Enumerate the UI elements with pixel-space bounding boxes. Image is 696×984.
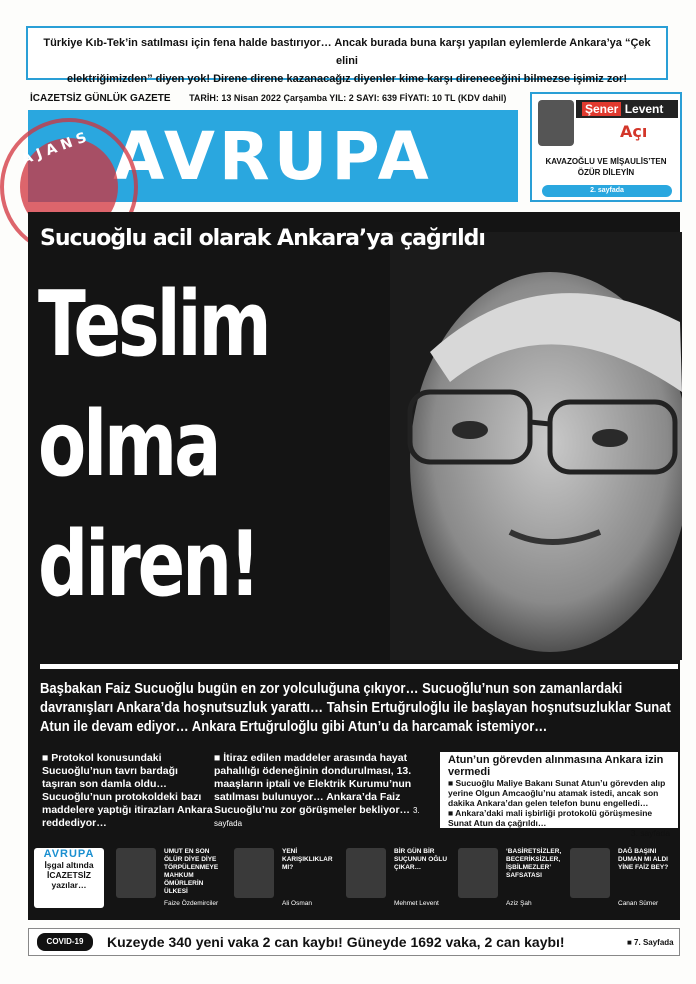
top-banner-line-2: elektriğimizden” diyen yok! Direne direne kazanacağız diyenler kime karşı direneceğini bilmezse işimiz zor! (67, 73, 627, 85)
covid-bar (28, 928, 680, 956)
top-banner (26, 26, 668, 85)
top-banner-line-1: Türkiye Kıb-Tek’in satılması için fena halde bastırıyor… Ancak burada buna karşı yapılan eylemlerde Ankara’ya “Çek elini (43, 37, 651, 67)
columnist-strip (34, 842, 680, 914)
author-photo (570, 848, 610, 898)
columnist-photo (538, 100, 574, 146)
columnist-box[interactable] (530, 92, 682, 202)
strip-item-title: UMUT EN SON ÖLÜR DİYE DİYE TÖRPÜLENMEYE MAHKUM ÖMÜRLERİN ÜLKESİ (164, 848, 219, 895)
column-headline: KAVAZOĞLU VE MİŞAULİS’TEN ÖZÜR DİLEYİN (545, 157, 667, 177)
icazetsiz-promo[interactable] (34, 848, 104, 908)
story-lede: Başbakan Faiz Sucuoğlu bugün en zor yolculuğuna çıkıyor… Sucuoğlu’nun son zamanlardaki davranışları Ankara’da hoşnutsuzluk yarattı… Tahsin Ertuğruloğlu ile başlayan hoşnutsuzluklar Sunat Atun ile devam ediyor… Ankara Ertuğruloğlu gibi Atun’u da harcamak istemiyor… (40, 681, 671, 735)
covid-badge: COVID-19 (37, 933, 93, 951)
side-story-box[interactable] (440, 752, 678, 838)
strip-item-author: Aziz Şah (506, 900, 532, 907)
strip-item-author: Ali Osman (282, 900, 312, 907)
strip-item-author: Mehmet Levent (394, 900, 439, 907)
author-photo (116, 848, 156, 898)
strip-item-title: DAĞ BAŞINI DUMAN MI ALDI YİNE FAİZ BEY? (618, 848, 669, 871)
politician-portrait (390, 232, 682, 660)
promo-logo: AVRUPA (43, 848, 95, 860)
strip-item-title: YENİ KARIŞIKLIKLAR MI? (282, 848, 333, 871)
headline-line-2: olma (38, 392, 219, 497)
headline-kicker: Sucuoğlu acil olarak Ankara’ya çağrıldı (40, 226, 485, 251)
strip-item[interactable] (346, 842, 446, 914)
author-photo (234, 848, 274, 898)
strip-item[interactable] (570, 842, 670, 914)
headline-line-1: Teslim (38, 272, 269, 377)
headline-line-3: diren! (38, 512, 258, 617)
strip-item-author: Faize Özdemirciler (164, 900, 219, 907)
side-story-page-ref: 3. sayfada (630, 828, 670, 838)
masthead-meta (30, 93, 530, 107)
columnist-name: Şener Levent (576, 100, 678, 118)
column-title: Açı (620, 122, 648, 141)
side-story-title: Atun’un görevden alınmasına Ankara izin vermedi (448, 754, 664, 778)
story-column-2: ■ İtiraz edilen maddeler arasında hayat pahalılığı ödeneğinin dondurulması, 13. maaşların iptali ve Elektrik Kurumu’nun satılması bulunuyor… Ankara’da Faiz Sucuoğlu’nu zor görüşmeler bekliyor… 3. sayfada (214, 752, 420, 828)
issue-info: TARİH: 13 Nisan 2022 Çarşamba YIL: 2 SAYI: 639 FİYATI: 10 TL (KDV dahil) (189, 93, 507, 103)
masthead-tagline: İCAZETSİZ GÜNLÜK GAZETE (30, 93, 171, 104)
promo-text: İşgal altında İCAZETSİZ yazılar… (44, 860, 94, 890)
author-photo (346, 848, 386, 898)
strip-item-title: ‘BASİRETSİZLER, BECERİKSİZLER, İŞBİLMEZLER’ SAFSATASI (506, 848, 562, 879)
strip-item[interactable] (458, 842, 562, 914)
side-story-paragraph-2: ■ Ankara’daki mali işbirliği protokolü görüşmesine Sunat Atun da çağrıldı… (448, 808, 653, 828)
strip-item-author: Canan Sümer (618, 900, 659, 907)
column-2-page-ref: 3. sayfada (214, 806, 420, 828)
author-photo (458, 848, 498, 898)
svg-text:A J A N S: A J A N S (19, 129, 89, 168)
strip-item[interactable] (234, 842, 334, 914)
headline-divider (40, 664, 678, 669)
strip-item[interactable] (116, 842, 219, 914)
story-column-1: ■ Protokol konusundaki Sucuoğlu’nun tavrı bardağı taşıran son damla oldu… Sucuoğlu’nun protokoldeki bazı maddelere yaptığı itirazları Ankara reddediyor… (42, 752, 213, 829)
side-story-paragraph-1: ■ Sucuoğlu Maliye Bakanı Sunat Atun’u görevden alıp yerine Olgun Amcaoğlu’nu atamak istedi, ancak son dakika Ankara’dan gelen telefon bunu engelledi… (448, 778, 666, 808)
logo-text: AVRUPA (113, 117, 433, 195)
covid-headline: Kuzeyde 340 yeni vaka 2 can kaybı! Güneyde 1692 vaka, 2 can kaybı! (107, 934, 565, 950)
covid-page-ref: ■ 7. Sayfada (627, 938, 674, 947)
strip-item-title: BİR GÜN BİR SUÇUNUN OĞLU ÇIKAR… (394, 848, 448, 871)
column-page-ref[interactable]: 2. sayfada (542, 185, 672, 197)
